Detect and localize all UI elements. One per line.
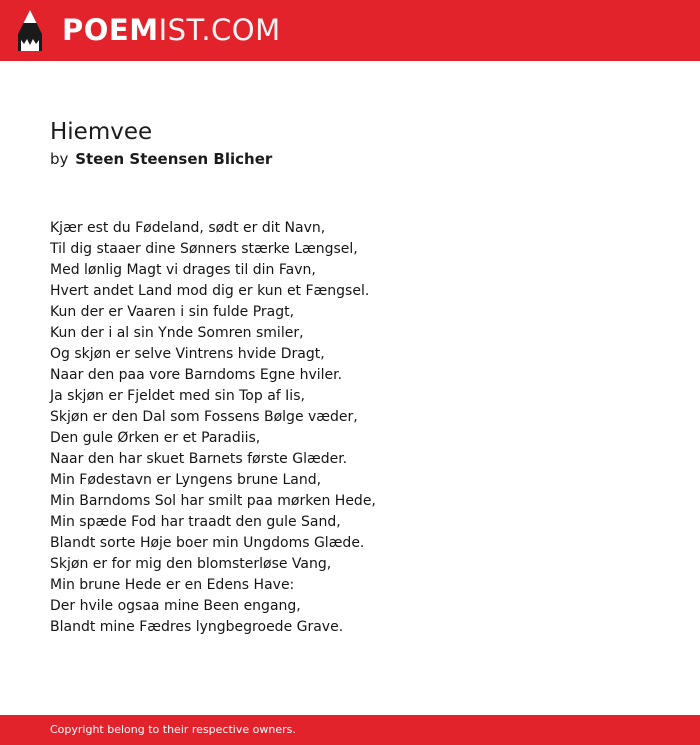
poem-line: Skjøn er den Dal som Fossens Bølge væder, bbox=[50, 409, 358, 425]
poem-line: Min Barndoms Sol har smilt paa mørken Hede, bbox=[50, 493, 376, 509]
copyright-text: Copyright belong to their respective owners. bbox=[50, 723, 296, 736]
site-header bbox=[0, 0, 700, 61]
poem-line: Hvert andet Land mod dig er kun et Fængsel. bbox=[50, 283, 370, 299]
author-name[interactable]: Steen Steensen Blicher bbox=[75, 150, 273, 168]
poem-line: Skjøn er for mig den blomsterløse Vang, bbox=[50, 556, 332, 572]
poem-line: Blandt sorte Høje boer min Ungdoms Glæde. bbox=[50, 535, 365, 551]
poem-line: Naar den paa vore Barndoms Egne hviler. bbox=[50, 367, 343, 383]
poem-byline bbox=[50, 148, 272, 170]
poem-title: Hiemvee bbox=[50, 119, 153, 145]
poem-line: Min brune Hede er en Edens Have: bbox=[50, 577, 295, 593]
poem-line: Blandt mine Fædres lyngbegroede Grave. bbox=[50, 619, 344, 635]
poem-line: Og skjøn er selve Vintrens hvide Dragt, bbox=[50, 346, 325, 362]
site-logo[interactable] bbox=[62, 13, 281, 47]
pencil-tip-icon[interactable] bbox=[18, 10, 42, 51]
poem-line: Ja skjøn er Fjeldet med sin Top af Iis, bbox=[50, 388, 305, 404]
poem-body bbox=[50, 218, 670, 638]
logo-text-light: IST.COM bbox=[158, 13, 281, 47]
poem-line: Til dig staaer dine Sønners stærke Længsel, bbox=[50, 241, 358, 257]
poem-line: Min Fødestavn er Lyngens brune Land, bbox=[50, 472, 322, 488]
by-label: by bbox=[50, 150, 69, 168]
site-footer bbox=[0, 715, 700, 745]
poem-line: Kun der i al sin Ynde Somren smiler, bbox=[50, 325, 304, 341]
poem-line: Min spæde Fod har traadt den gule Sand, bbox=[50, 514, 341, 530]
logo-text-bold: POEM bbox=[62, 13, 159, 47]
poem-line: Kjær est du Fødeland, sødt er dit Navn, bbox=[50, 220, 326, 236]
poem-line: Naar den har skuet Barnets første Glæder. bbox=[50, 451, 348, 467]
poem-line: Der hvile ogsaa mine Been engang, bbox=[50, 598, 301, 614]
poem-line: Kun der er Vaaren i sin fulde Pragt, bbox=[50, 304, 295, 320]
poem-line: Den gule Ørken er et Paradiis, bbox=[50, 430, 261, 446]
poem-line: Med lønlig Magt vi drages til din Favn, bbox=[50, 262, 316, 278]
